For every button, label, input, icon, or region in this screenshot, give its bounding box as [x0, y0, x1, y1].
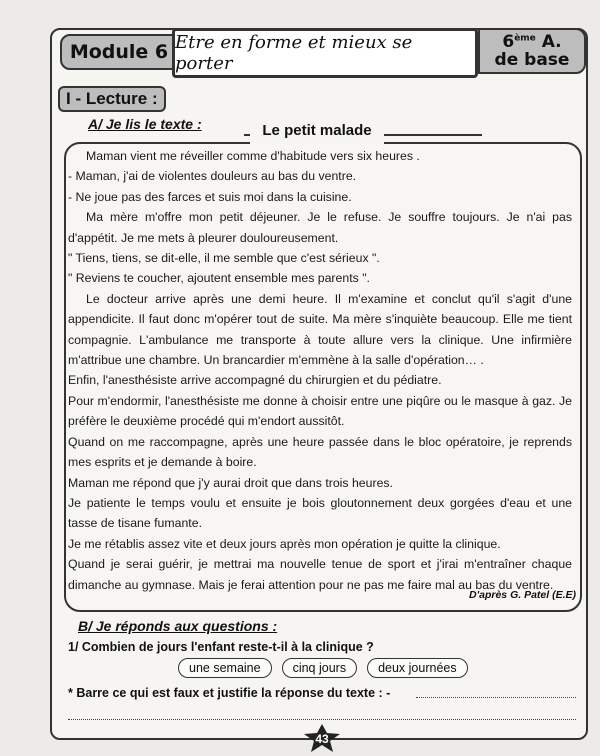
level-number: 6 [502, 32, 515, 52]
passage-paragraph: Quand je serai guérir, je mettrai ma nouvelle tenue de sport et j'irai m'entraîner chaque dimanche au gymnase. Mais je ferai attention pour ne pas me faire mal au bas du ventre. [68, 557, 572, 592]
passage [68, 146, 572, 595]
title-rule-right [370, 134, 482, 136]
level-badge [478, 28, 586, 74]
question-1: 1/ Combien de jours l'enfant reste-t-il à la clinique ? [68, 640, 374, 654]
part-a-heading [88, 116, 202, 132]
level-superscript: ème [514, 33, 536, 44]
passage-line: Je me rétablis assez vite et deux jours après mon opération je quitte la clinique. [68, 536, 501, 551]
passage-line: Maman vient me réveiller comme d'habitude vers six heures . [86, 149, 420, 163]
passage-line: Enfin, l'anesthésiste arrive accompagné du chirurgien et du pédiatre. [68, 373, 442, 388]
text-title: Le petit malade [250, 122, 384, 144]
part-b-label: B/ Je réponds aux questions : [78, 618, 278, 634]
question-2: * Barre ce qui est faux et justifie la réponse du texte : - [68, 686, 391, 700]
answer-choices [178, 658, 468, 678]
section-label: I - Lecture : [58, 86, 166, 112]
passage-line: " Tiens, tiens, se dit-elle, il me semble que c'est sérieux ". [68, 251, 380, 266]
answer-line[interactable] [416, 696, 576, 698]
passage-paragraph: Le docteur arrive après une demi heure. Il m'examine et conclut qu'il s'agit d'une appendicite. Il faut donc m'opérer tout de suite. Ma mère s'inquiète beaucoup. Elle me tient compagnie. L'ambulance me transporte à toute allure vers la clinique. Une infirmière m'attribue une chambre. Un brancardier m'emmène à la salle d'opération… . [68, 291, 572, 368]
source-citation: D'après G. Patel (E.E) [469, 589, 576, 601]
page-title: Etre en forme et mieux se porter [172, 28, 478, 78]
passage-line: - Ne joue pas des farces et suis moi dans la cuisine. [68, 189, 352, 204]
page-number: 43 [315, 732, 329, 746]
passage-paragraph: Quand on me raccompagne, après une heure passée dans le bloc opératoire, je reprends mes esprits et je demande à boire. [68, 434, 572, 470]
passage-line: Maman me répond que j'y aurai droit que dans trois heures. [68, 475, 393, 490]
passage-line: " Reviens te coucher, ajoutent ensemble mes parents ". [68, 271, 370, 286]
module-label: Module 6 [60, 34, 178, 70]
page-number-badge [302, 724, 342, 752]
passage-paragraph: Je patiente le temps voulu et ensuite je bois gloutonnement deux gorgées d'eau et une tasse de tisane fumante. [68, 495, 572, 531]
level-letter: A. [541, 32, 562, 52]
choice-option[interactable]: cinq jours [282, 658, 358, 678]
passage-paragraph: Ma mère m'offre mon petit déjeuner. Je le refuse. Je souffre toujours. Je n'ai pas d'appétit. Je me mets à pleurer douloureusement. [68, 210, 572, 245]
part-a-label: A/ Je lis le texte : [88, 116, 202, 132]
choice-option[interactable]: une semaine [178, 658, 272, 678]
passage-line: - Maman, j'ai de violentes douleurs au bas du ventre. [68, 169, 357, 184]
passage-paragraph: Pour m'endormir, l'anesthésiste me donne à choisir entre une piqûre ou le masque à gaz. Je préfère le deuxième procédé qui m'endort aussitôt. [68, 393, 572, 429]
level-base: de base [494, 49, 570, 70]
answer-line[interactable] [68, 718, 576, 720]
choice-option[interactable]: deux journées [367, 658, 468, 678]
part-b-heading [78, 618, 277, 634]
